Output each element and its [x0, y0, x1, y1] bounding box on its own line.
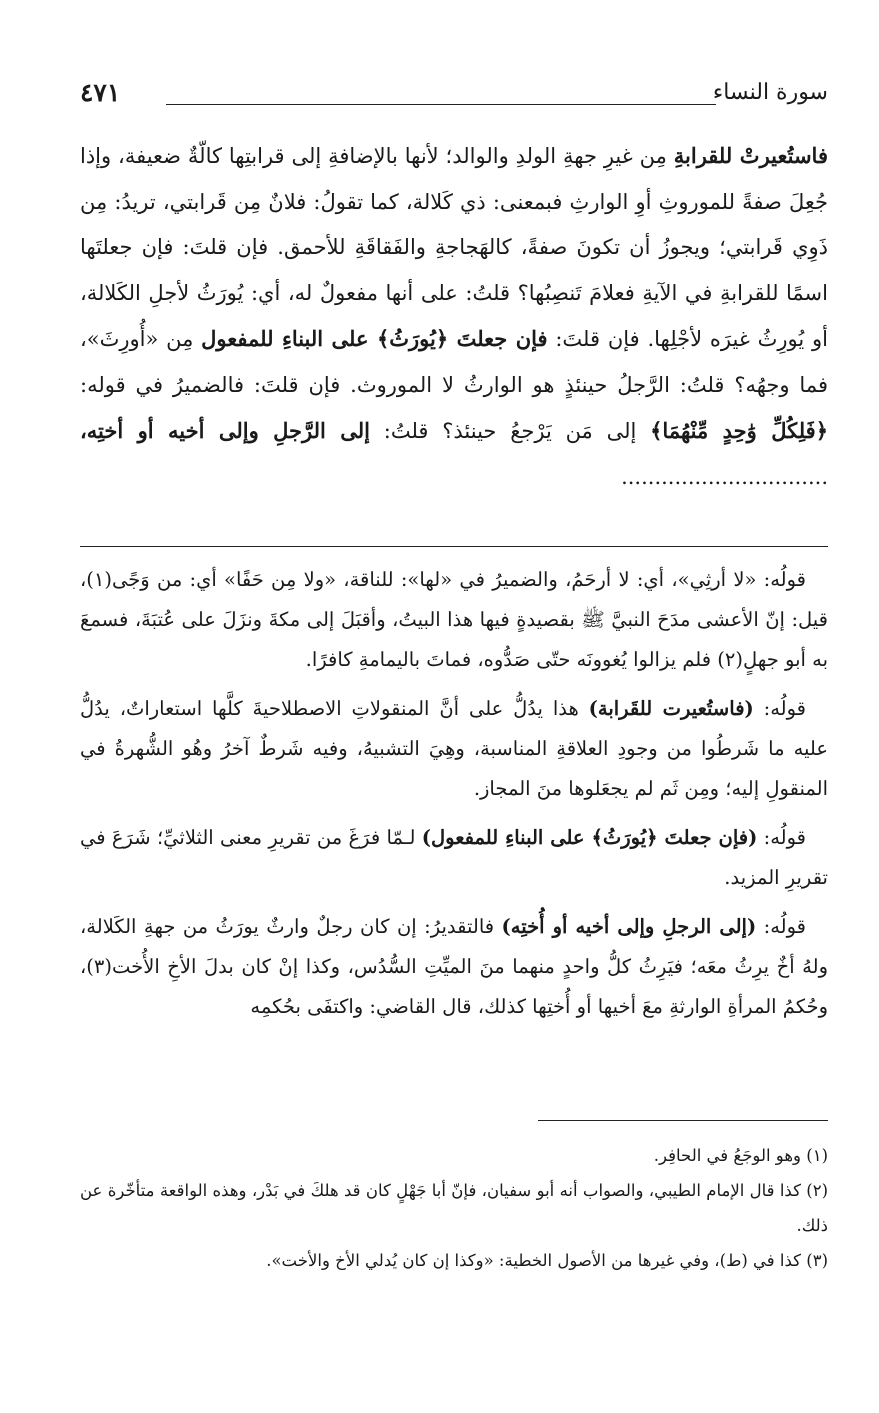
bold-phrase: (فاستُعيرت للقَرابة) [588, 697, 754, 720]
commentary-paragraph [80, 689, 828, 809]
bold-phrase: فإن جعلتَ ﴿يُورَثُ﴾ على البناءِ للمفعول [201, 326, 548, 351]
page-header [80, 78, 828, 118]
footnotes [80, 1138, 828, 1278]
main-text [80, 133, 828, 500]
bold-phrase: فاستُعيرتْ للقرابةِ [673, 143, 828, 168]
footnote-separator [538, 1120, 828, 1121]
book-page [80, 0, 828, 1413]
bold-phrase: إلى الرَّجلِ وإلى أخيه أو أختِه، [80, 418, 370, 443]
commentary-paragraph [80, 907, 828, 1027]
commentary [80, 560, 828, 1036]
text-run: لـمّا فرَغَ من تقريرِ معنى الثلاثيِّ؛ شَرَعَ في تقريرِ المزيد. [80, 826, 828, 889]
text-run: قولُه: [756, 915, 806, 938]
commentary-paragraph [80, 818, 828, 898]
quran-quote: ﴿فَلِكُلِّ وَٰحِدٍ مِّنْهُمَا﴾ [650, 418, 828, 443]
text-run: فالتقديرُ: إن كان رجلٌ وارثٌ يورَثُ من جهةِ الكَلالة، ولهُ أخٌ يرِثُ معَه؛ فيَرِثُ كلُّ واحدٍ منهما منَ الميِّتِ السُّدُس، وكذا إنْ كان بدلَ الأخِ الأُخت(٣)، وحُكمُ المرأةِ الوارثةِ معَ أخيها أو أُختِها كذلك، قال القاضي: واكتفَى بحُكمِه [80, 915, 828, 1018]
text-run: قولُه: [757, 826, 806, 849]
surah-title: سورة النساء [712, 80, 828, 105]
footnote: (٢) كذا قال الإمام الطيبي، والصواب أنه أبو سفيان، فإنّ أبا جَهْلٍ كان قد هلكَ في بَدْر، وهذه الواقعة متأخّرة عن ذلك. [80, 1181, 828, 1235]
main-paragraph [80, 133, 828, 500]
bold-phrase: (فإن جعلتَ ﴿يُورَثُ﴾ على البناءِ للمفعول) [421, 826, 758, 849]
section-separator [80, 546, 828, 547]
bold-phrase: (إلى الرجلِ وإلى أخيه أو أُختِه) [501, 915, 757, 938]
page-number: ٤٧١ [80, 78, 121, 107]
commentary-paragraph: قولُه: «لا أرثِي»، أي: لا أرحَمُ، والضميرُ في «لها»: للناقة، «ولا مِن حَفًا» أي: من وَجًى(١)، قيل: إنّ الأعشى مدَحَ النبيَّ ﷺ بقصيدةٍ فيها هذا البيتُ، وأقبَلَ إلى مكةَ ونزَلَ على عُتبَةَ، فسمعَ به أبو جهلٍ(٢) فلم يزالوا يُغوونَه حتّى صَدُّوه، فماتَ باليمامةِ كافرًا. [80, 568, 828, 671]
continuation-dots: ............................... [621, 464, 828, 489]
text-run: مِن «أُورِثَ»، فما وجهُه؟ قلتُ: الرَّجلُ حينئذٍ هو الوارثُ لا الموروث. فإن قلتَ: فالضميرُ في قوله: [80, 327, 828, 397]
header-rule [166, 104, 716, 105]
text-run: إلى مَن يَرْجعُ حينئذ؟ قلتُ: [370, 419, 651, 443]
footnote: (١) وهو الوجَعُ في الحافِر. [653, 1146, 828, 1165]
text-run: قولُه: [753, 697, 806, 720]
text-run: مِن غيرِ جهةِ الولدِ والوالد؛ لأنها بالإضافةِ إلى قرابتِها كالّةٌ ضعيفة، وإذا جُعِلَ صفةً للموروثِ أوِ الوارثِ فبمعنى: ذي كَلالة، كما تقولُ: فلانٌ مِن قَرابتي، تريدُ: مِن ذَوِي قَرابتي؛ ويجوزُ أن تكونَ صفةً، كالهَجاجةِ والفَقاقَةِ للأحمق. فإن قلتَ: فإن جعلتَها اسمًا للقرابةِ في الآيةِ فعلامَ تَنصِبُها؟ قلتُ: على أنها مفعولٌ له، أي: يُورَثُ لأجلِ الكَلالة، أو يُورِثُ غيرَه لأجْلِها. فإن قلتَ: [80, 144, 828, 351]
text-run: هذا يدُلُّ على أنَّ المنقولاتِ الاصطلاحيةَ كلَّها استعاراتٌ، يدُلُّ عليه ما شَرطُوا من وجودِ العلاقةِ المناسبة، وهِيَ التشبيهُ، وفيه شَرطٌ آخرُ وهُو الشُّهرةُ في المنقولِ إليه؛ ومِن ثَم لم يجعَلوها منَ المجاز. [80, 697, 828, 800]
footnote: (٣) كذا في (ط)، وفي غيرها من الأصول الخطية: «وكذا إن كان يُدلي الأخ والأخت». [266, 1251, 828, 1270]
